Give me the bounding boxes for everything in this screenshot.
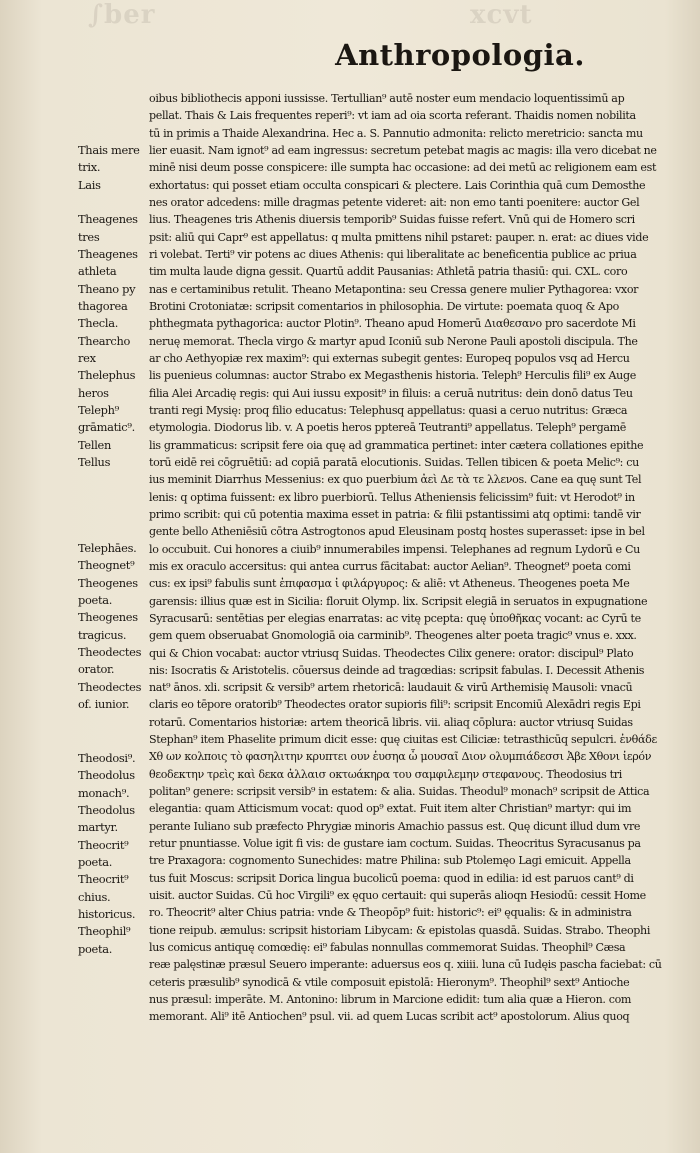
text-line: tim multa laude digna gessit. Quartū addit Pausanias: Athletā patria thasiū: qui. CXL. coro	[149, 265, 628, 279]
margin-note: Tellus	[78, 454, 111, 469]
text-line: gem quem obseruabat Gnomologiā oia carminib⁹. Theogenes alter poeta tragic⁹ vnus e. xxx.	[149, 629, 637, 643]
text-line: tre Praxagora: cognomento Sunechides: matre Philina: sub Ptolemęo Lagi emicuit. Appella	[149, 854, 631, 868]
text-line: oibus bibliothecis apponi iussisse. Tertullian⁹ autē noster eum mendacio loquentissimū ap	[149, 92, 625, 105]
margin-note: Thais mere	[78, 143, 140, 157]
text-line: ar cho Aethyopiæ rex maxim⁹: qui externas subegit gentes: Europeq populos vsq ad Hercu	[149, 351, 630, 365]
margin-note: Thelephus	[78, 368, 136, 383]
margin-note: Theagenes	[78, 246, 138, 261]
text-line: garensis: illius quæ est in Sicilia: floruit Olymp. lix. Scripsit elegiā in seruatos in expugnatione	[149, 594, 648, 608]
text-line: tione reipub. æmulus: scripsit historiam Libycam: & epistolas quasdā. Suidas. Strabo. Theophi	[149, 923, 651, 937]
text-line: rotarū. Comentarios historiæ: artem theoricā libris. vii. aliaq cōplura: auctor vtriusq Suidas	[149, 715, 633, 729]
margin-note: Thearcho	[78, 333, 131, 348]
text-line: Syracusarū: sentētias per elegias enarratas: ac vitę pcepta: quę ὑποθῆκας vocant: ac Cyrū te	[149, 611, 641, 625]
margin-note: thagorea	[78, 298, 128, 313]
text-line: cus: ex ipsi⁹ fabulis sunt ἐπιφασμα ἰ φιλάργυρος: & aliē: vt Atheneus. Theogenes poeta Me	[149, 577, 630, 591]
margin-note: Theodosi⁹.	[78, 751, 136, 765]
bleed-through-text: xcvt	[470, 0, 533, 30]
text-line: tū in primis a Thaide Alexandrina. Hec a. S. Pannutio admonita: relicto meretricio: sancta mu	[149, 126, 643, 140]
margin-note: Theano py	[78, 281, 136, 296]
margin-note: tres	[78, 229, 100, 244]
margin-note: Thecla.	[78, 316, 119, 331]
text-line: retur pnuntiasse. Volue igit fi vis: de gustare iam coctum. Suidas. Theocritus Syracusanus pa	[149, 837, 641, 851]
text-line: etymologia. Diodorus lib. v. A poetis heros pptereā Teutranti⁹ appellatus. Teleph⁹ pergamē	[149, 421, 627, 435]
text-line: ceteris præsulib⁹ synodicā & vtile composuit epistolā: Hieronym⁹. Theophil⁹ sext⁹ Antioche	[149, 975, 630, 989]
margin-note: poeta.	[78, 592, 113, 607]
margin-note: Theodectes	[78, 679, 142, 694]
margin-note: orator.	[78, 662, 115, 677]
text-line: reæ palęstinæ præsul Seuero imperante: aduersus eos q. xiiii. luna cū Iudęis pascha faciebat: cū	[149, 958, 662, 972]
margin-note: Lais	[78, 177, 101, 192]
text-line: tus fuit Moscus: scripsit Dorica lingua bucolicū poema: quod in edilia: id est paruos cant⁹ di	[149, 871, 634, 885]
margin-note: martyr.	[78, 820, 118, 835]
text-line: ro. Theocrit⁹ alter Chius patria: vnde & Theopōp⁹ fuit: historic⁹: ei⁹ ęqualis: & in administra	[149, 906, 632, 920]
text-line: psit: aliū qui Capr⁹ est appellatus: q multa pmittens nihil pstaret: pauper. n. erat: ac diues vide	[149, 230, 649, 244]
text-line: torū eidē rei cōgruētiū: ad copiā paratā elocutionis. Suidas. Tellen tibicen & poeta Melic⁹: cu	[149, 455, 639, 469]
margin-note: Theodolus	[78, 768, 135, 783]
text-line: ius meminit Diarrhus Messenius: ex quo puerbium ἀεὶ Δε τὰ τε λλενοs. Cane ea quę sunt Tel	[149, 473, 642, 487]
text-line: gente bello Atheniēsiū cōtra Astrogtonos apud Eleusinam postq hostes superasset: ipse in bel	[149, 525, 645, 539]
text-line: Brotini Crotoniatæ: scripsit comentarios in philosophia. De virtute: poemata quoq & Apo	[149, 299, 619, 313]
text-line: nas e certaminibus retulit. Theano Metapontina: seu Cressa genere mulier Pythagorea: vxor	[149, 282, 639, 296]
margin-note: poeta.	[78, 941, 113, 956]
margin-notes-top	[78, 142, 150, 471]
text-line: claris eo tēpore oratorib⁹ Theodectes orator supioris fili⁹: scripsit Encomiū Alexādri regis Epi	[149, 698, 641, 712]
text-line: primo scribit: qui cū potentia maxima esset in patria: & filii pstantissimi atq optimi: tandē vir	[149, 507, 641, 521]
margin-note: chius.	[78, 889, 111, 904]
text-line: lis puenieus columnas: auctor Strabo ex Megasthenis historia. Teleph⁹ Herculis fili⁹ ex Auge	[149, 369, 636, 383]
margin-note: of. iunior.	[78, 696, 130, 711]
margin-note: Theocrit⁹	[78, 837, 129, 852]
text-line: lius. Theagenes tris Athenis diuersis temporib⁹ Suidas fuisse refert. Vnū qui de Homero scri	[149, 213, 635, 227]
text-line: lo occubuit. Cui honores a ciuib⁹ innumerabiles impensi. Telephanes ad regnum Lydorū e Cu	[149, 542, 640, 556]
margin-note: Theodectes	[78, 644, 142, 659]
text-line: perante Iuliano sub præfecto Phrygiæ minoris Amachio passus est. Quę dicunt illud dum vre	[149, 819, 641, 833]
margin-note: poeta.	[78, 854, 113, 869]
text-line: θεοδεκτην τρεὶς καὶ δεκα ἀλλαισ οκτωάκηρα του σαμφιλεμην στεφανους. Theodosius tri	[149, 767, 622, 781]
text-line: nis: Isocratis & Aristotelis. cōuersus deinde ad tragœdias: scripsit fabulas. I. Decessit Athenis	[149, 663, 645, 677]
text-line: memorant. Ali⁹ itē Antiochen⁹ psul. vii. ad quem Lucas scribit act⁹ apostolorum. Alius quoq	[149, 1010, 630, 1024]
text-line: qui & Chion vocabat: auctor vtriusq Suidas. Theodectes Cilix genere: orator: discipul⁹ Plato	[149, 646, 634, 660]
text-line: nat⁹ ānos. xli. scripsit & versib⁹ artem rhetoricā: laudauit & virū Arthemisię Mausoli: vnacū	[149, 681, 633, 695]
body-text	[149, 90, 681, 1026]
margin-notes-middle	[78, 540, 150, 713]
text-line: lier euasit. Nam ignot⁹ ad eam ingressus: secretum petebat magis ac magis: illa vero dicebat ne	[149, 143, 657, 157]
margin-note: tragicus.	[78, 627, 127, 642]
margin-note: monach⁹.	[78, 785, 130, 800]
margin-note: Teleph⁹	[78, 402, 119, 417]
text-line: exhortatus: qui posset etiam occulta conspicari & plectere. Lais Corinthia quā cum Demosthe	[149, 178, 646, 192]
margin-note: Theocrit⁹	[78, 872, 129, 887]
margin-note	[78, 194, 150, 211]
margin-notes-bottom	[78, 750, 150, 958]
margin-note: grāmatic⁹.	[78, 420, 135, 435]
text-line: mis ex oraculo accersitus: qui antea currus fācitabat: auctor Aelian⁹. Theognet⁹ poeta comi	[149, 559, 631, 573]
text-line: uisit. auctor Suidas. Cū hoc Virgili⁹ ex ęquo certauit: qui superās alioqn Hesiodū: cessit Home	[149, 889, 646, 903]
text-line: nes orator adcedens: mille dragmas petente videret: ait: non emo tanti poenitere: auctor Gel	[149, 195, 640, 209]
text-line: Stephan⁹ item Phaselite primum dicit esse: quę ciuitas est Ciliciæ: tetrasthicūq sepulcri. ἐνθάδε	[149, 733, 657, 747]
text-line: ri volebat. Terti⁹ vir potens ac diues Athenis: qui liberalitate ac beneficentia publice ac priua	[149, 247, 637, 261]
margin-note: heros	[78, 385, 109, 400]
text-line: neruę memorat. Thecla virgo & martyr apud Iconiū sub Nerone Pauli apostoli discipula. The	[149, 334, 638, 348]
margin-note: rex	[78, 350, 96, 365]
page-header-title: Anthropologia.	[335, 38, 585, 72]
bleed-through-text: ∫ber	[88, 0, 156, 30]
text-line: minē nisi deum posse conspicere: ille sumpta hac occasione: ad dei metū ac religionem eam est	[149, 161, 657, 175]
margin-note: Theophil⁹	[78, 924, 131, 939]
margin-note: Tellen	[78, 437, 112, 452]
text-line: pellat. Thais & Lais frequentes reperi⁹: vt iam ad oia scorta referant. Thaidis nomen nobilita	[149, 109, 636, 123]
margin-note: athleta	[78, 264, 117, 279]
text-line: filia Alei Arcadię regis: qui Aui iussu exposit⁹ in filuis: a ceruā nutritus: dein donō datus Teu	[149, 386, 633, 400]
margin-note: Theogenes	[78, 575, 138, 590]
text-line: elegantia: quam Atticismum vocat: quod op⁹ extat. Fuit item alter Christian⁹ martyr: qui im	[149, 802, 632, 816]
margin-note: Theagenes	[78, 212, 138, 227]
margin-note: trix.	[78, 160, 101, 175]
margin-note: historicus.	[78, 906, 136, 921]
text-line: Χθ ων κολποις τὸ φασηλιτην κρυπτει ουν ἐυσηα ὧ μουσαῖ Διον ολυμπιάδεσσι Ἀβε Χθονι ἱερόν	[149, 750, 652, 764]
text-line: lenis: q optima fuissent: ex libro puerbiorū. Tellus Atheniensis felicissim⁹ fuit: vt Herodot⁹ in	[149, 490, 635, 504]
text-line: lus comicus antiquę comœdię: ei⁹ fabulas nonnullas commemorat Suidas. Theophil⁹ Cæsa	[149, 941, 626, 955]
text-line: nus præsul: imperāte. M. Antonino: librum in Marcione edidit: tum alia quæ a Hieron. com	[149, 993, 632, 1007]
text-line: lis grammaticus: scripsit fere oia quę ad grammatica pertinet: inter cætera collationes epithe	[149, 438, 644, 452]
text-line: tranti regi Mysię: proq filio educatus: Telephusq appellatus: quasi a ceruo nutritus: Græca	[149, 403, 628, 417]
margin-note: Telephāes.	[78, 541, 137, 555]
text-line: politan⁹ genere: scripsit versib⁹ in estatem: & alia. Suidas. Theodul⁹ monach⁹ scripsit de Attica	[149, 785, 650, 799]
margin-note: Theognet⁹	[78, 558, 135, 573]
text-line: phthegmata pythagorica: auctor Plotin⁹. Theano apud Homerū Διαθεσανο pro sacerdote Mi	[149, 317, 636, 331]
margin-note: Theodolus	[78, 802, 135, 817]
margin-note: Theogenes	[78, 610, 138, 625]
